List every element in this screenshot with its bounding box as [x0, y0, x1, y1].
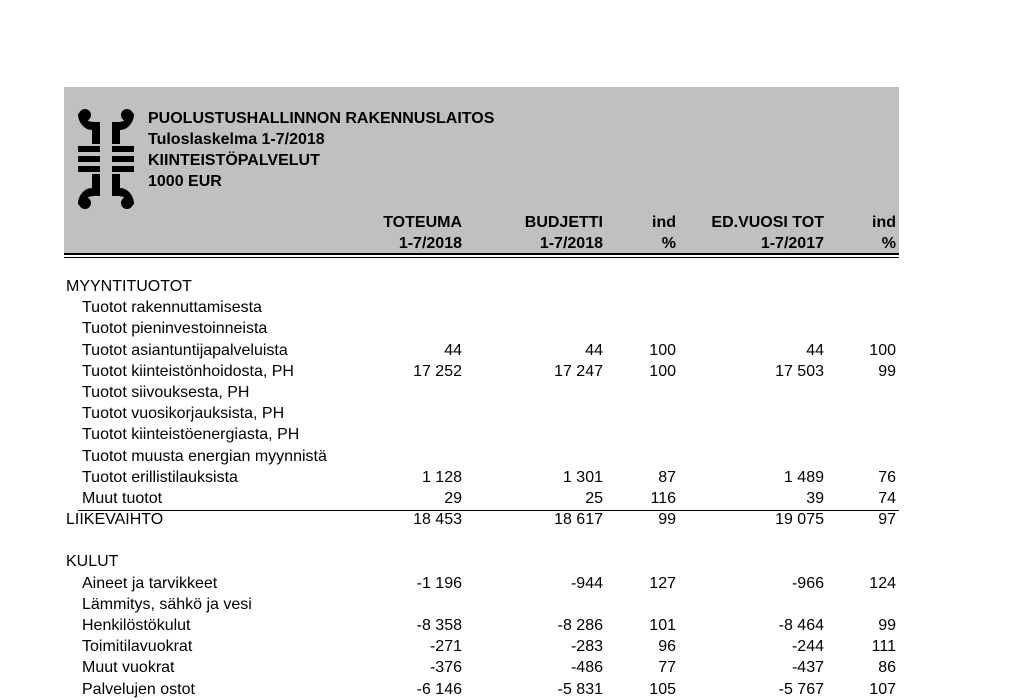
- column-header-line1: ED.VUOSI TOT: [711, 214, 824, 231]
- row-value: -966: [791, 574, 824, 592]
- table-row: [0, 509, 1024, 530]
- row-value: 17 503: [775, 362, 824, 380]
- table-row: [0, 424, 1024, 445]
- table-row: [0, 361, 1024, 382]
- row-value: 86: [878, 659, 896, 677]
- row-label: Tuotot kiinteistöenergiasta, PH: [82, 426, 300, 444]
- header-rule-thin: [64, 257, 899, 258]
- unit-name: KIINTEISTÖPALVELUT: [148, 152, 320, 169]
- row-value: 100: [869, 341, 896, 359]
- row-label: Tuotot rakennuttamisesta: [82, 299, 262, 317]
- column-header-ind-previous: [872, 212, 896, 254]
- row-value: 124: [869, 574, 896, 592]
- table-row: [0, 276, 1024, 297]
- column-header-line1: TOTEUMA: [383, 214, 462, 231]
- row-value: -271: [429, 638, 462, 656]
- row-label: Tuotot asiantuntijapalveluista: [82, 341, 288, 359]
- row-label: KULUT: [66, 553, 119, 571]
- row-value: 99: [878, 362, 896, 380]
- currency-label: 1000 EUR: [148, 173, 222, 190]
- income-statement-table: [0, 276, 1024, 700]
- row-label: Tuotot vuosikorjauksista, PH: [82, 405, 285, 423]
- row-value: 17 252: [413, 362, 462, 380]
- table-row: [0, 467, 1024, 488]
- row-label: Lämmitys, sähkö ja vesi: [82, 595, 252, 613]
- row-label: Palvelujen ostot: [82, 680, 195, 698]
- column-header-budjetti: [525, 212, 603, 254]
- table-row: [0, 551, 1024, 572]
- column-header-line2: %: [881, 235, 896, 252]
- row-label: Aineet ja tarvikkeet: [82, 574, 218, 592]
- row-value: -5 831: [557, 680, 603, 698]
- row-value: -6 146: [416, 680, 462, 698]
- row-value: 97: [878, 511, 896, 529]
- column-header-toteuma: [383, 212, 462, 254]
- organization-block: [148, 108, 494, 192]
- row-value: -486: [570, 659, 603, 677]
- column-header-line2: 1-7/2018: [539, 235, 603, 252]
- row-value: -1 196: [416, 574, 462, 592]
- row-value: -8 286: [557, 617, 603, 634]
- row-value: -376: [429, 659, 462, 677]
- table-row: [0, 594, 1024, 615]
- row-value: -244: [791, 638, 824, 656]
- row-value: 101: [649, 617, 676, 634]
- row-value: 127: [649, 574, 676, 592]
- row-value: -8 358: [416, 617, 462, 634]
- table-row: [0, 573, 1024, 594]
- row-value: 44: [585, 341, 603, 359]
- row-value: 107: [869, 680, 896, 698]
- row-value: 1 489: [783, 468, 824, 486]
- table-row: [0, 488, 1024, 509]
- table-row: [0, 615, 1024, 636]
- row-label: Tuotot kiinteistönhoidosta, PH: [82, 362, 294, 380]
- row-value: 1 301: [562, 468, 603, 486]
- row-value: 100: [649, 362, 676, 380]
- row-value: 74: [878, 489, 896, 507]
- row-value: 17 247: [554, 362, 603, 380]
- row-value: 18 617: [554, 511, 603, 529]
- column-header-line1: BUDJETTI: [524, 214, 603, 231]
- row-label: Muut tuotot: [82, 489, 163, 507]
- table-row: [0, 679, 1024, 700]
- column-header-line2: %: [661, 235, 676, 252]
- row-value: 44: [444, 341, 462, 359]
- row-value: 29: [444, 489, 462, 507]
- row-value: 116: [650, 489, 676, 507]
- row-value: -944: [570, 574, 603, 592]
- organization-name: PUOLUSTUSHALLINNON RAKENNUSLAITOS: [148, 110, 495, 127]
- row-value: 100: [649, 341, 676, 359]
- table-row: [0, 297, 1024, 318]
- table-row: [0, 446, 1024, 467]
- row-value: 1 128: [421, 468, 462, 486]
- header-rule-thick: [64, 253, 899, 255]
- row-value: -283: [570, 638, 603, 656]
- row-label: Tuotot erillistilauksista: [82, 468, 238, 486]
- row-label: MYYNTITUOTOT: [66, 278, 192, 295]
- row-value: 99: [878, 617, 896, 634]
- row-label: Tuotot pieninvestoinneista: [82, 320, 268, 338]
- puolustushallinto-logo-icon: [78, 108, 134, 210]
- column-header-line2: 1-7/2018: [398, 235, 462, 252]
- report-title: Tuloslaskelma 1-7/2018: [148, 131, 325, 148]
- row-label: Tuotot siivouksesta, PH: [82, 383, 250, 401]
- row-label: Henkilöstökulut: [82, 617, 191, 634]
- row-value: 76: [878, 468, 896, 486]
- row-value: 19 075: [775, 511, 824, 529]
- table-row: [0, 340, 1024, 361]
- column-header-line2: 1-7/2017: [760, 235, 824, 252]
- column-header-line1: ind: [652, 214, 676, 231]
- row-value: 18 453: [413, 511, 462, 529]
- row-value: 87: [658, 468, 676, 486]
- column-header-line1: ind: [872, 214, 896, 231]
- row-value: 39: [806, 489, 824, 507]
- row-value: 99: [658, 511, 676, 529]
- table-row: [0, 657, 1024, 678]
- table-row: [0, 318, 1024, 339]
- row-value: 111: [871, 638, 896, 656]
- row-label: Tuotot muusta energian myynnistä: [82, 447, 327, 465]
- row-label: Toimitilavuokrat: [82, 638, 193, 656]
- table-row: [0, 403, 1024, 424]
- row-value: 96: [658, 638, 676, 656]
- row-value: -8 464: [778, 617, 824, 634]
- row-value: 44: [806, 341, 824, 359]
- table-row: [0, 636, 1024, 657]
- row-label: Muut vuokrat: [82, 659, 175, 677]
- row-value: -437: [791, 659, 824, 677]
- table-row: [0, 382, 1024, 403]
- column-header-ind-budget: [652, 212, 676, 254]
- table-row: [0, 530, 1024, 551]
- row-value: -5 767: [778, 680, 824, 698]
- column-header-previous-year: [711, 212, 824, 254]
- row-value: 25: [585, 489, 603, 507]
- row-label: LIIKEVAIHTO: [66, 511, 164, 529]
- row-value: 77: [658, 659, 676, 677]
- row-value: 105: [649, 680, 676, 698]
